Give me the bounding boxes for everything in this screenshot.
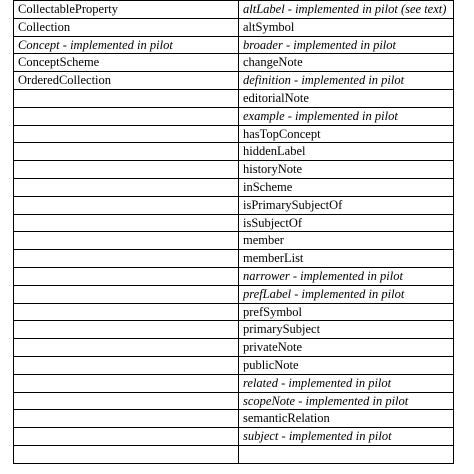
right-cell: hiddenLabel [239,143,454,161]
right-cell: historyNote [239,161,454,179]
table-row [14,36,454,54]
table-row [14,321,454,339]
left-cell [14,392,239,410]
right-cell: editorialNote [239,89,454,107]
table-row [14,285,454,303]
table-row [14,125,454,143]
table-row [14,178,454,196]
left-cell [14,445,239,463]
right-cell: isPrimarySubjectOf [239,196,454,214]
left-cell [14,339,239,357]
left-cell [14,374,239,392]
left-cell [14,428,239,446]
table-row [14,72,454,90]
right-cell: privateNote [239,339,454,357]
left-cell [14,267,239,285]
right-cell: hasTopConcept [239,125,454,143]
right-cell: altLabel - implemented in pilot (see text) [239,1,454,19]
left-cell [14,178,239,196]
right-cell: example - implemented in pilot [239,107,454,125]
table-row [14,303,454,321]
table-row [14,161,454,179]
right-cell: inScheme [239,178,454,196]
right-cell: changeNote [239,54,454,72]
table-row [14,410,454,428]
table-row [14,196,454,214]
left-cell [14,161,239,179]
table-row [14,339,454,357]
table-row [14,374,454,392]
vocabulary-table [13,0,454,464]
left-cell [14,285,239,303]
left-cell [14,232,239,250]
left-cell [14,356,239,374]
left-cell: Concept - implemented in pilot [14,36,239,54]
table-row [14,356,454,374]
right-cell: semanticRelation [239,410,454,428]
left-cell [14,107,239,125]
right-cell: memberList [239,250,454,268]
right-cell: isSubjectOf [239,214,454,232]
table-row [14,1,454,19]
right-cell: narrower - implemented in pilot [239,267,454,285]
left-cell: Collection [14,18,239,36]
right-cell: publicNote [239,356,454,374]
left-cell [14,125,239,143]
left-cell [14,143,239,161]
right-cell: subject - implemented in pilot [239,428,454,446]
right-cell: related - implemented in pilot [239,374,454,392]
right-cell: altSymbol [239,18,454,36]
table-row [14,18,454,36]
right-cell [239,445,454,463]
table-row [14,267,454,285]
table-row [14,143,454,161]
left-cell [14,410,239,428]
left-cell [14,303,239,321]
left-cell [14,214,239,232]
left-cell: OrderedCollection [14,72,239,90]
table-row [14,232,454,250]
left-cell [14,196,239,214]
left-cell [14,250,239,268]
right-cell: broader - implemented in pilot [239,36,454,54]
left-cell: CollectableProperty [14,1,239,19]
right-cell: member [239,232,454,250]
table-row [14,54,454,72]
left-cell [14,89,239,107]
left-cell: ConceptScheme [14,54,239,72]
right-cell: definition - implemented in pilot [239,72,454,90]
table-row [14,428,454,446]
right-cell: prefLabel - implemented in pilot [239,285,454,303]
left-cell [14,321,239,339]
table-row [14,250,454,268]
right-cell: prefSymbol [239,303,454,321]
table-row [14,392,454,410]
table-row [14,445,454,463]
table-row [14,89,454,107]
table-row [14,107,454,125]
right-cell: primarySubject [239,321,454,339]
table-body [14,0,454,463]
table-row [14,214,454,232]
right-cell: scopeNote - implemented in pilot [239,392,454,410]
